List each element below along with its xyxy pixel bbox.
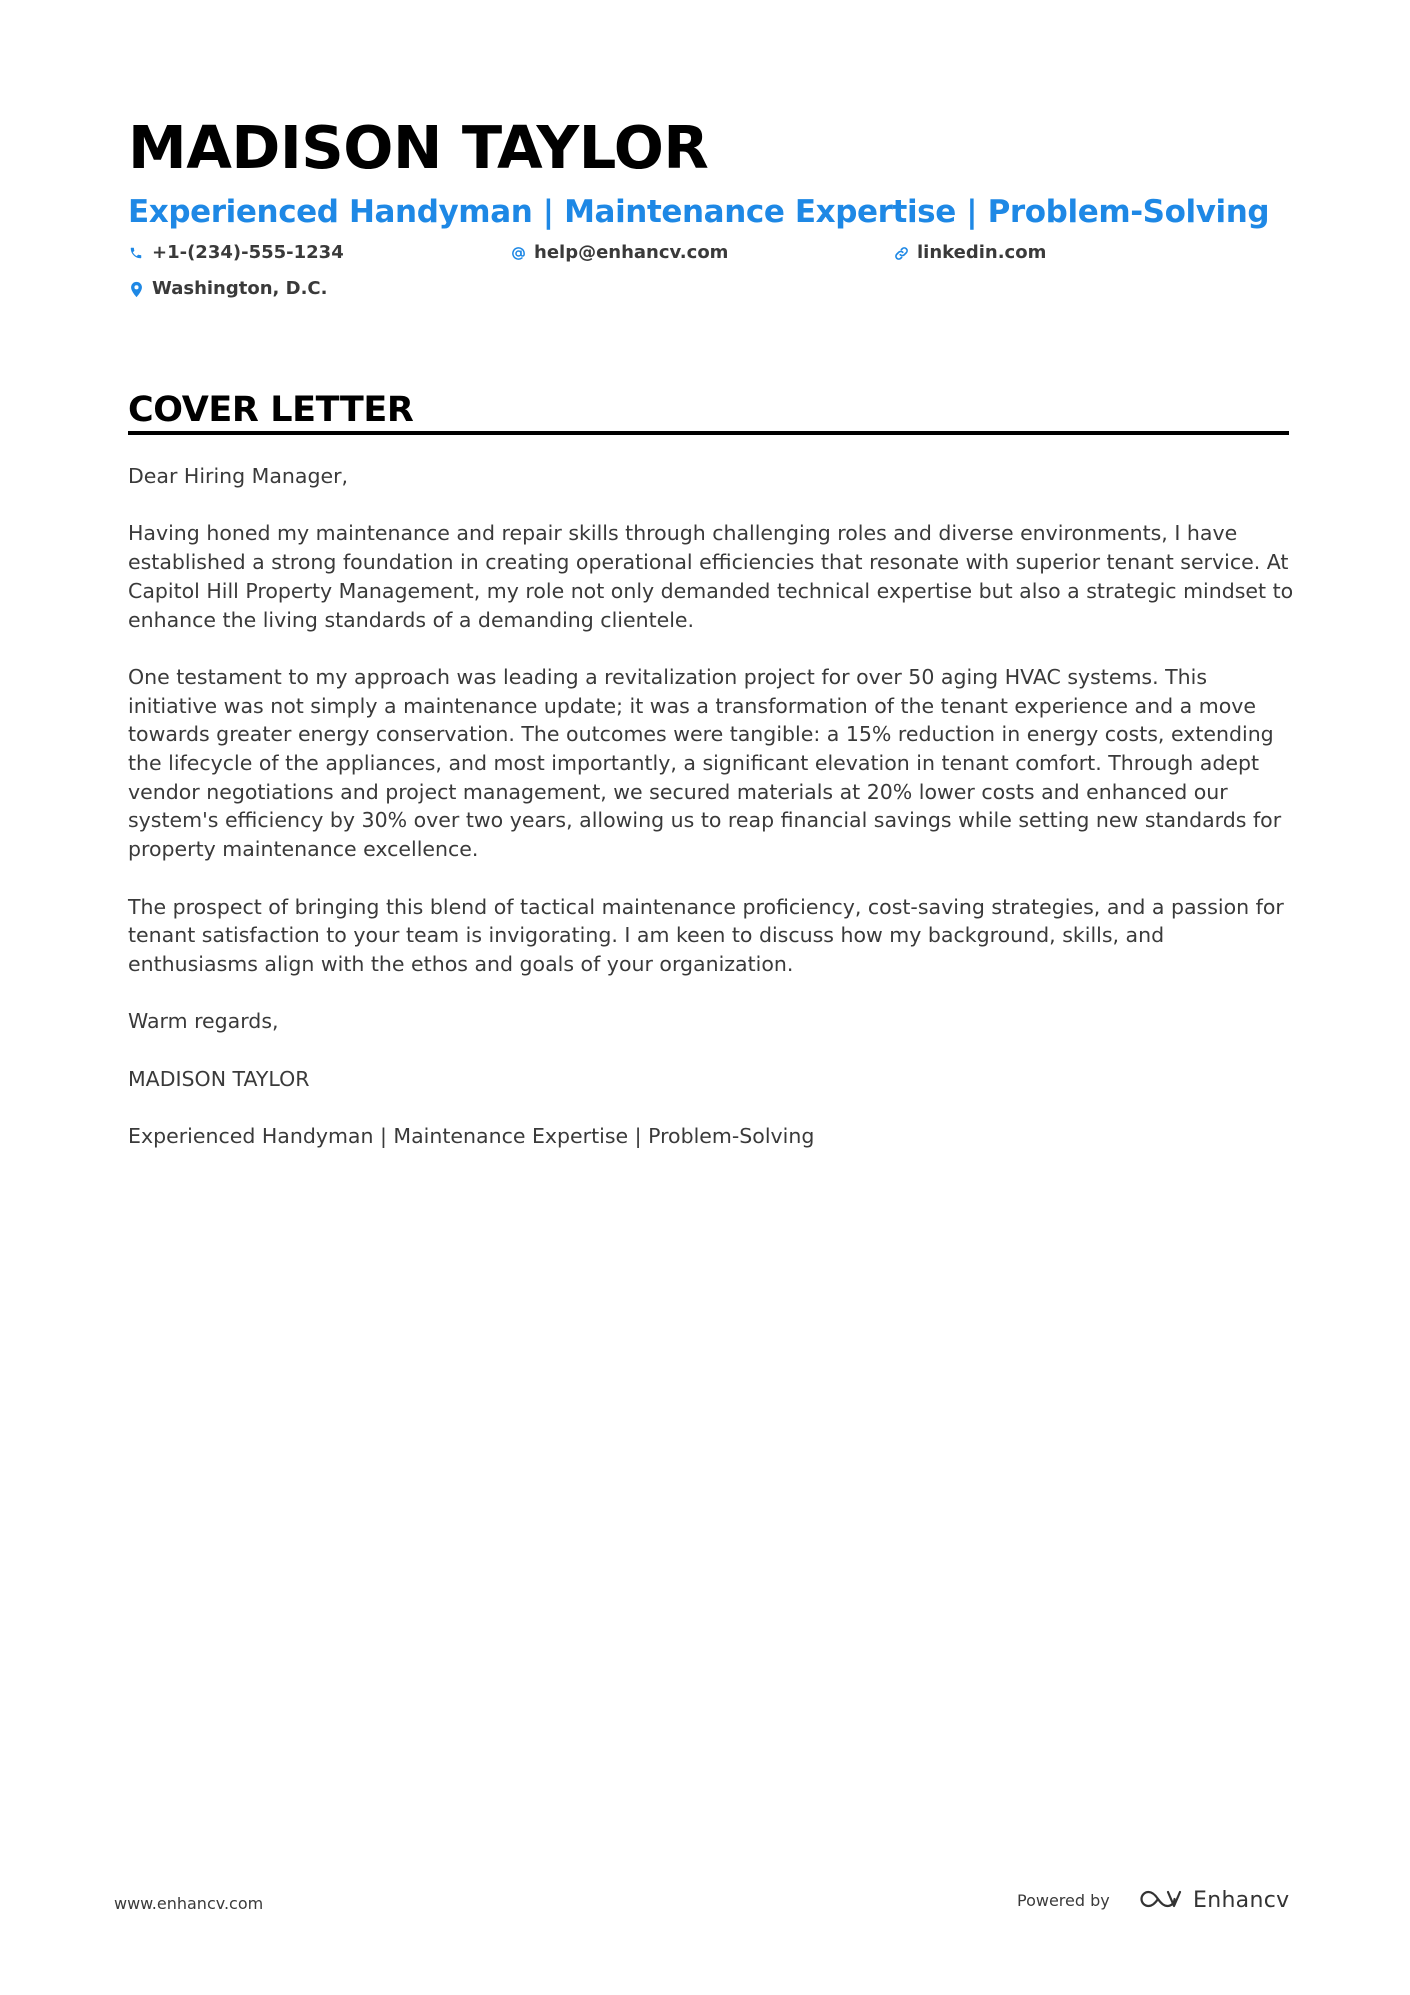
letter-greeting: Dear Hiring Manager, <box>128 464 349 488</box>
signature-name: MADISON TAYLOR <box>128 1066 310 1091</box>
letter-paragraph: The prospect of bringing this blend of tactical maintenance proficiency, cost-saving strategies, and a passion for tenant satisfaction to your team is invigorating. I am keen to discuss how my background, skills, and enthusiasms align with the ethos and goals of your organization. <box>128 894 1284 976</box>
phone-icon <box>128 244 144 262</box>
phone-text: +1-(234)-555-1234 <box>152 242 344 263</box>
letter-closing: Warm regards, <box>128 1009 279 1034</box>
enhancv-logo-text: Enhancv <box>1193 1888 1290 1913</box>
letter-paragraph: Having honed my maintenance and repair skills through challenging roles and diverse environments, I have established a strong foundation in creating operational efficiencies that resonate with superior tenant service. At Capitol Hill Property Management, my role not only demanded technical expertise but also a strategic mindset to enhance the living standards of a demanding clientele. <box>128 521 1294 632</box>
link-text[interactable]: linkedin.com <box>917 242 1047 263</box>
email-text[interactable]: help@enhancv.com <box>534 242 729 263</box>
enhancv-logo-icon <box>1137 1886 1183 1916</box>
at-sign-icon <box>510 244 526 262</box>
applicant-name: MADISON TAYLOR <box>128 113 709 182</box>
link-icon <box>893 244 909 262</box>
location-text: Washington, D.C. <box>152 278 328 299</box>
enhancv-logo[interactable] <box>1137 1885 1289 1917</box>
section-divider <box>128 431 1289 435</box>
contact-link[interactable] <box>893 240 1046 266</box>
letter-paragraph: One testament to my approach was leading a revitalization project for over 50 aging HVAC systems. This initiative was not simply a maintenance update; it was a transformation of the tenant experience and a move towards greater energy conservation. The outcomes were tangible: a 15% reduction in energy costs, extending the lifecycle of the appliances, and most importantly, a significant elevation in tenant comfort. Through adept vendor negotiations and project management, we secured materials at 20% lower costs and enhanced our system's efficiency by 30% over two years, allowing us to reap financial savings while setting new standards for property maintenance excellence. <box>128 664 1282 862</box>
contact-location <box>128 276 327 302</box>
applicant-headline: Experienced Handyman | Maintenance Expertise | Problem-Solving <box>128 194 1270 230</box>
footer-url[interactable]: www.enhancv.com <box>114 1894 264 1913</box>
letter-body <box>128 462 1298 1179</box>
contact-email[interactable] <box>510 240 728 266</box>
section-title: COVER LETTER <box>128 390 414 430</box>
powered-by-label: Powered by <box>1017 1891 1110 1910</box>
signature-title: Experienced Handyman | Maintenance Expertise | Problem-Solving <box>128 1124 815 1149</box>
location-pin-icon <box>128 280 144 298</box>
contact-phone <box>128 240 344 266</box>
